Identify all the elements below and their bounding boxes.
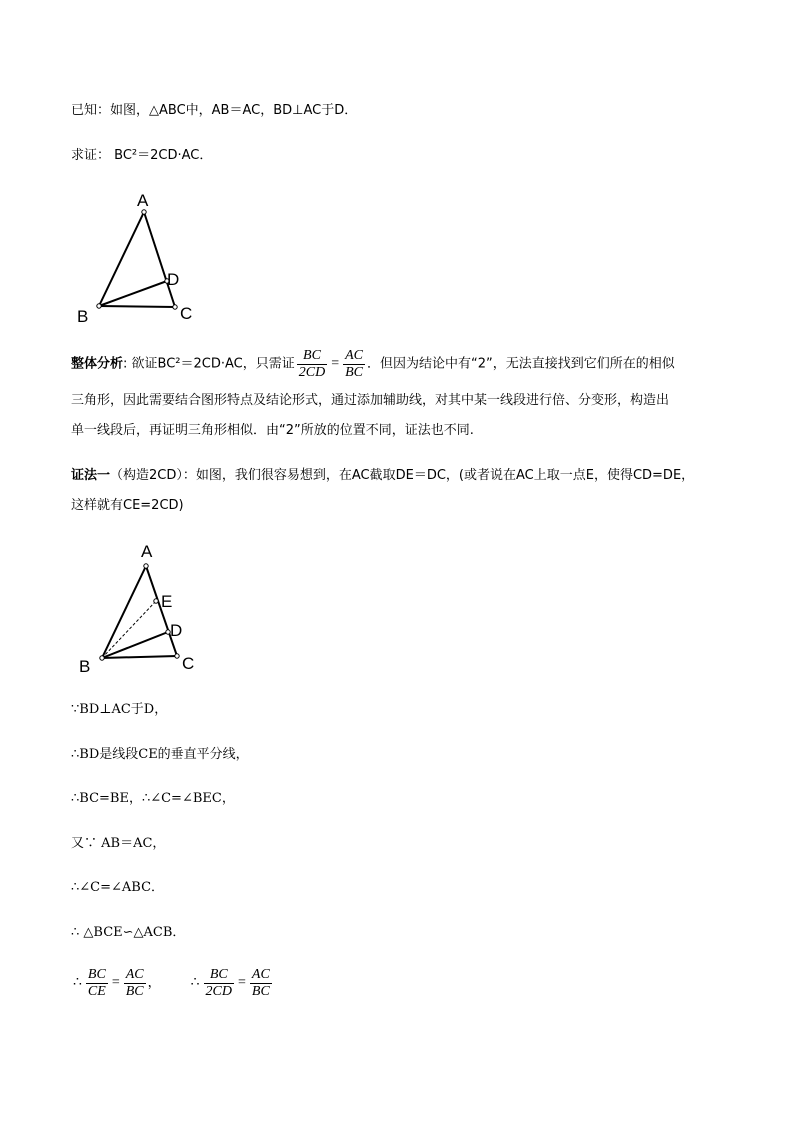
separator: ， bbox=[147, 975, 161, 991]
analysis-title: 整体分析 bbox=[71, 356, 124, 372]
point-a bbox=[142, 210, 146, 214]
label-b: B bbox=[79, 657, 91, 676]
point-a bbox=[144, 564, 148, 568]
step-5: ∴∠C=∠ABC． bbox=[71, 880, 165, 895]
fraction-ac-bc bbox=[343, 348, 365, 381]
therefore-symbol: ∴ bbox=[73, 975, 82, 990]
segment-bc bbox=[102, 656, 177, 658]
fraction-denominator: BC bbox=[345, 364, 363, 380]
analysis-part-1: : 欲证BC²＝2CD·AC，只需证 bbox=[123, 356, 295, 372]
equals-sign: = bbox=[111, 975, 120, 990]
point-e bbox=[154, 599, 158, 603]
step-2: ∴BD是线段CE的垂直平分线， bbox=[71, 747, 249, 762]
fraction-numerator: AC bbox=[125, 966, 144, 982]
fraction-numerator: BC bbox=[297, 348, 327, 365]
point-c bbox=[173, 305, 177, 309]
fraction-denominator: 2CD bbox=[298, 364, 326, 380]
triangle-figure-1 bbox=[70, 190, 210, 330]
step-6: ∴ △BCE∽△ACB． bbox=[71, 925, 186, 940]
fraction-bc-2cd bbox=[297, 348, 327, 381]
fraction-denominator: CE bbox=[87, 983, 106, 999]
analysis-line-2: 三角形，因此需要结合图形特点及结论形式，通过添加辅助线，对其中某一线段进行倍、分变形，构造出 bbox=[71, 393, 670, 408]
therefore-symbol-2: ∴ bbox=[190, 975, 200, 990]
label-d: D bbox=[167, 270, 180, 289]
fraction-denominator: BC bbox=[125, 983, 144, 999]
segment-bc bbox=[99, 306, 175, 307]
fraction-bc-ce bbox=[86, 967, 108, 1000]
fraction-bc-2cd bbox=[204, 967, 234, 1000]
step-4: 又∵ AB＝AC， bbox=[71, 836, 166, 851]
point-c bbox=[175, 654, 179, 658]
analysis-line-3: 单一线段后，再证明三角形相似．由“2”所放的位置不同，证法也不同. bbox=[71, 423, 474, 438]
point-b bbox=[97, 304, 101, 308]
method1-title: 证法一 bbox=[71, 468, 111, 483]
fraction-numerator: BC bbox=[87, 966, 106, 982]
label-c: C bbox=[180, 304, 193, 323]
analysis-line-1 bbox=[71, 343, 675, 385]
method1-line-1 bbox=[71, 466, 694, 486]
equals-sign: = bbox=[238, 975, 246, 990]
label-c: C bbox=[182, 654, 195, 673]
label-e: E bbox=[161, 592, 173, 611]
prove-statement: 求证： BC²＝2CD·AC． bbox=[71, 148, 213, 163]
label-d: D bbox=[170, 621, 183, 640]
point-b bbox=[100, 656, 104, 660]
step-1: ∵BD⊥AC于D， bbox=[71, 702, 168, 717]
triangle-figure-2 bbox=[70, 538, 210, 678]
equals-sign: = bbox=[331, 356, 340, 371]
fraction-numerator: AC bbox=[251, 966, 270, 982]
conclusion-line bbox=[71, 961, 274, 1005]
fraction-ac-bc bbox=[124, 967, 146, 1000]
method1-line-2: 这样就有CE=2CD) bbox=[71, 498, 184, 513]
fraction-numerator: AC bbox=[345, 347, 363, 363]
segment-ac bbox=[146, 566, 177, 656]
fraction-denominator: 2CD bbox=[205, 983, 232, 999]
segment-ac bbox=[144, 212, 175, 307]
segment-be-dashed bbox=[102, 601, 156, 658]
label-a: A bbox=[141, 542, 153, 561]
given-statement: 已知：如图，△ABC中，AB＝AC，BD⊥AC于D． bbox=[71, 103, 358, 118]
method1-text: （构造2CD）：如图，我们很容易想到，在AC截取DE＝DC，(或者说在AC上取一点E，使得CD=DE， bbox=[110, 468, 695, 483]
label-b: B bbox=[77, 307, 89, 326]
fraction-denominator: BC bbox=[251, 983, 270, 999]
step-3: ∴BC=BE，∴∠C=∠BEC， bbox=[71, 791, 235, 806]
analysis-part-2: ．但因为结论中有“2”，无法直接找到它们所在的相似 bbox=[367, 356, 675, 372]
label-a: A bbox=[137, 191, 149, 210]
fraction-numerator: BC bbox=[204, 967, 234, 984]
fraction-ac-bc bbox=[250, 967, 272, 1000]
